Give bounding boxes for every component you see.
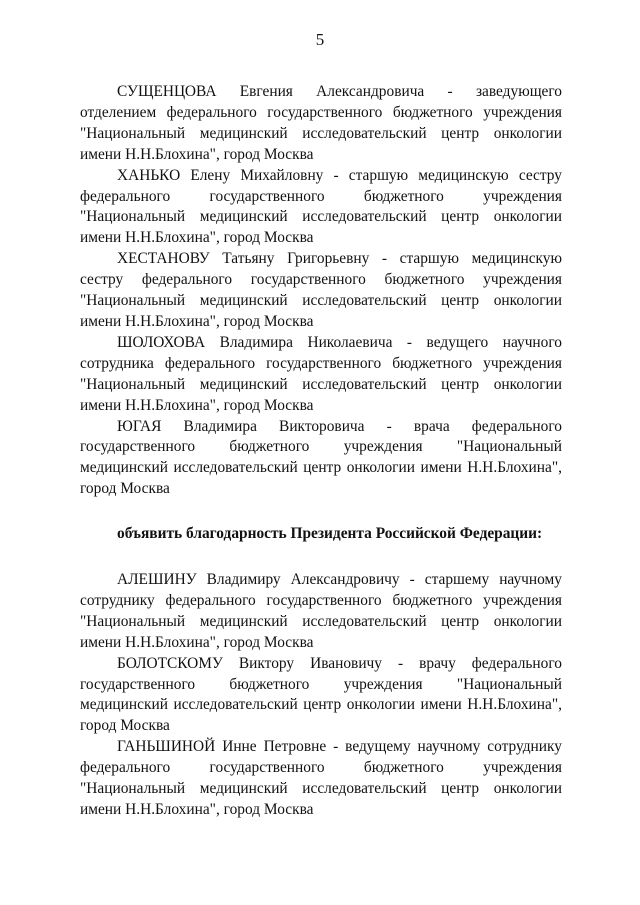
document-body — [80, 82, 562, 821]
gratitude-paragraph: ГАНЬШИНОЙ Инне Петровне - ведущему научному сотруднику федерального государственного бюджетного учреждения "Национальный медицинский исследовательский центр онкологии имени Н.Н.Блохина", город Москва — [80, 738, 562, 818]
section-heading: объявить благодарность Президента Российской Федерации: — [117, 525, 543, 543]
award-paragraph: ЮГАЯ Владимира Викторовича - врача федерального государственного бюджетного учреждения "Национальный медицинский исследовательский центр онкологии имени Н.Н.Блохина", город Москва — [80, 417, 562, 498]
award-paragraph: ХЕСТАНОВУ Татьяну Григорьевну - старшую медицинскую сестру федерального государственного бюджетного учреждения "Национальный медицинский исследовательский центр онкологии имени Н.Н.Блохина", город Москва — [80, 250, 562, 330]
gratitude-paragraph: БОЛОТСКОМУ Виктору Ивановичу - врачу федерального государственного бюджетного учреждения "Национальный медицинский исследовательский центр онкологии имени Н.Н.Блохина", город Москва — [80, 654, 562, 735]
award-paragraph: СУЩЕНЦОВА Евгения Александровича - заведующего отделением федерального государственного бюджетного учреждения "Национальный медицинский исследовательский центр онкологии имени Н.Н.Блохина", город Москва — [80, 83, 562, 163]
page-number: 5 — [315, 30, 325, 49]
award-paragraph: ШОЛОХОВА Владимира Николаевича - ведущего научного сотрудника федерального государственного бюджетного учреждения "Национальный медицинский исследовательский центр онкологии имени Н.Н.Блохина", город Москва — [80, 333, 562, 414]
gratitude-paragraph: АЛЕШИНУ Владимиру Александровичу - старшему научному сотруднику федерального государственного бюджетного учреждения "Национальный медицинский исследовательский центр онкологии имени Н.Н.Блохина", город Москва — [80, 571, 562, 651]
award-paragraph: ХАНЬКО Елену Михайловну - старшую медицинскую сестру федерального государственного бюджетного учреждения "Национальный медицинский исследовательский центр онкологии имени Н.Н.Блохина", город Москва — [80, 166, 562, 247]
